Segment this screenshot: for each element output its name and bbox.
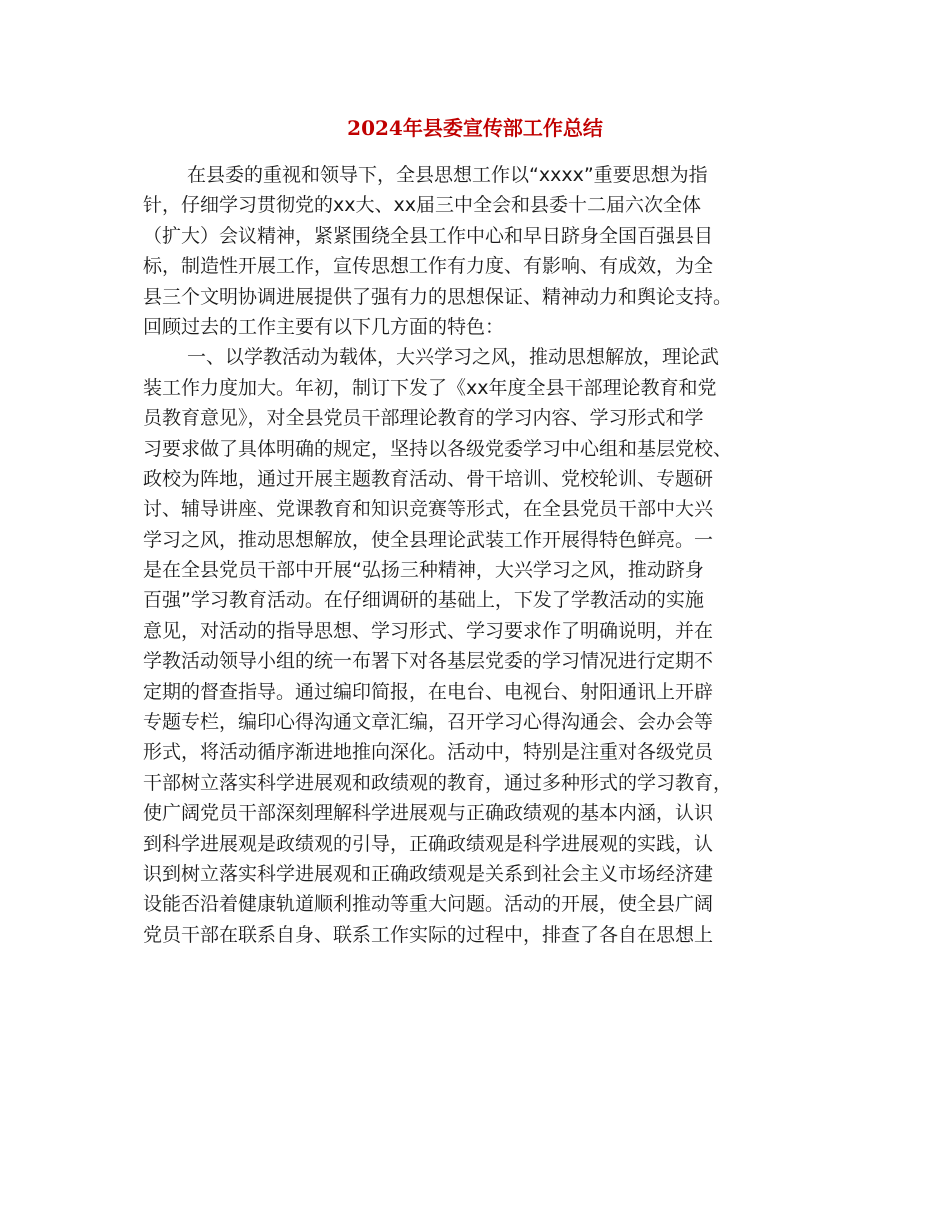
paragraph-2-line: 定期的督查指导。通过编印简报，在电台、电视台、射阳通讯上开辟 [143, 680, 714, 703]
paragraph-1-line: 标，制造性开展工作，宣传思想工作有力度、有影响、有成效，为全 [143, 255, 714, 278]
paragraph-2-line: 设能否沿着健康轨道顺利推动等重大问题。活动的开展，使全县广阔 [143, 893, 714, 916]
paragraph-2-line: 使广阔党员干部深刻理解科学进展观与正确政绩观的基本内涵，认识 [143, 802, 714, 825]
paragraph-2-line: 干部树立落实科学进展观和政绩观的教育，通过多种形式的学习教育， [143, 771, 733, 794]
paragraph-2-line: 专题专栏，编印心得沟通文章汇编，召开学习心得沟通会、会办会等 [143, 711, 714, 734]
paragraph-2-line: 意见，对活动的指导思想、学习形式、学习要求作了明确说明，并在 [143, 619, 714, 642]
paragraph-1-line: （扩大）会议精神，紧紧围绕全县工作中心和早日跻身全国百强县目 [143, 224, 714, 247]
paragraph-1-line: 在县委的重视和领导下，全县思想工作以“xxxx”重要思想为指 [187, 164, 708, 186]
paragraph-2-line: 学教活动领导小组的统一布署下对各基层党委的学习情况进行定期不 [143, 650, 714, 673]
paragraph-2-line: 员教育意见》，对全县党员干部理论教育的学习内容、学习形式和学 [143, 407, 704, 430]
paragraph-2-line: 百强”学习教育活动。在仔细调研的基础上，下发了学教活动的实施 [143, 589, 704, 612]
paragraph-2-line: 政校为阵地，通过开展主题教育活动、骨干培训、党校轮训、专题研 [143, 467, 714, 490]
paragraph-2-line: 装工作力度加大。年初，制订下发了《xx年度全县干部理论教育和党 [143, 376, 717, 399]
paragraph-2-line: 讨、辅导讲座、党课教育和知识竞赛等形式，在全县党员干部中大兴 [143, 498, 714, 521]
paragraph-2-line: 一、以学教活动为载体，大兴学习之风，推动思想解放，理论武 [187, 346, 720, 369]
paragraph-2-line: 识到树立落实科学进展观和正确政绩观是关系到社会主义市场经济建 [143, 862, 714, 885]
paragraph-2-line: 学习之风，推动思想解放，使全县理论武装工作开展得特色鲜亮。一 [143, 528, 714, 551]
paragraph-2-line: 是在全县党员干部中开展“弘扬三种精神，大兴学习之风，推动跻身 [143, 559, 704, 582]
paragraph-2-line: 习要求做了具体明确的规定，坚持以各级党委学习中心组和基层党校、 [143, 437, 733, 460]
paragraph-2-line: 到科学进展观是政绩观的引导，正确政绩观是科学进展观的实践，认 [143, 832, 714, 855]
paragraph-1-line: 回顾过去的工作主要有以下几方面的特色： [143, 315, 505, 338]
paragraph-2-line: 形式，将活动循序渐进地推向深化。活动中，特别是注重对各级党员 [143, 741, 714, 764]
paragraph-1-line: 针，仔细学习贯彻党的xx大、xx届三中全会和县委十二届六次全体 [143, 194, 701, 217]
paragraph-1-line: 县三个文明协调进展提供了强有力的思想保证、精神动力和舆论支持。 [143, 285, 733, 308]
document-body [143, 160, 823, 950]
document-title: 2024年县委宣传部工作总结 [347, 116, 603, 140]
paragraph-2-line: 党员干部在联系自身、联系工作实际的过程中，排查了各自在思想上 [143, 923, 714, 946]
